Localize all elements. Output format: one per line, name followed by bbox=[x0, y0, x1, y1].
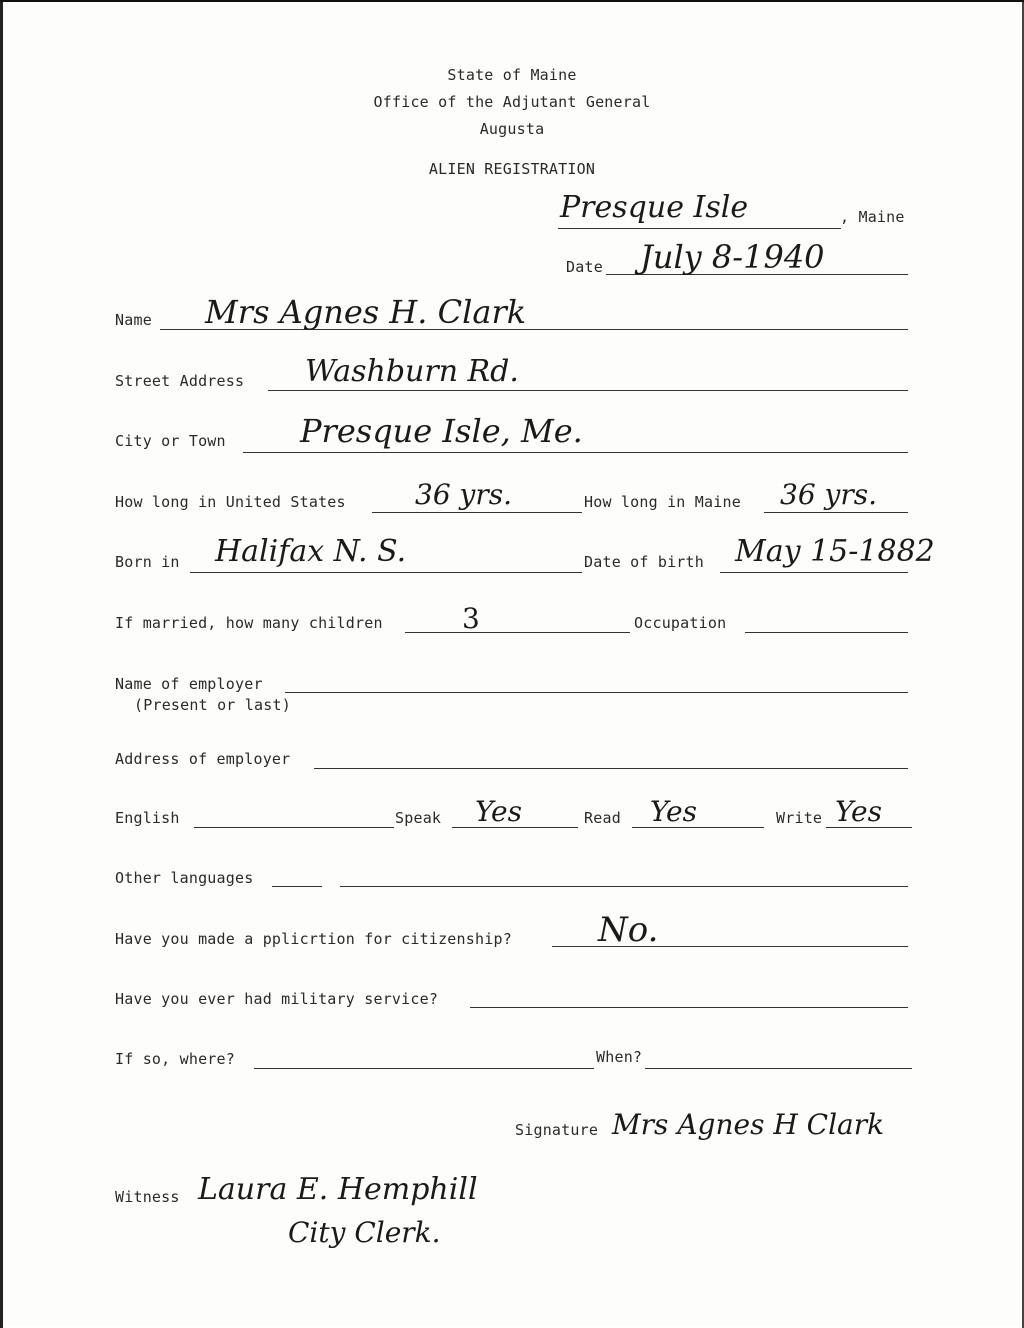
employer-label: Name of employer bbox=[115, 675, 263, 693]
english-label: English bbox=[115, 809, 180, 827]
street-line bbox=[268, 390, 908, 391]
signature-value: Mrs Agnes H Clark bbox=[612, 1108, 885, 1141]
city-line bbox=[243, 452, 908, 453]
witness-value: Laura E. Hemphill bbox=[198, 1172, 478, 1207]
date-label: Date bbox=[566, 258, 603, 276]
speak-label: Speak bbox=[395, 809, 442, 827]
us-duration-value: 36 yrs. bbox=[415, 478, 513, 511]
citizenship-value: No. bbox=[598, 910, 659, 950]
english-line bbox=[194, 827, 394, 828]
header-state: State of Maine bbox=[447, 66, 577, 84]
where-line bbox=[254, 1068, 594, 1069]
header-city: Augusta bbox=[479, 120, 545, 138]
employer-line bbox=[285, 692, 908, 693]
street-label: Street Address bbox=[115, 372, 245, 390]
maine-duration-label: How long in Maine bbox=[584, 493, 741, 511]
place-suffix: , Maine bbox=[840, 208, 905, 226]
city-value: Presque Isle, Me. bbox=[300, 412, 583, 450]
where-label: If so, where? bbox=[115, 1050, 235, 1068]
born-value: Halifax N. S. bbox=[215, 534, 407, 569]
speak-value: Yes bbox=[475, 795, 522, 828]
dob-line bbox=[720, 572, 908, 573]
write-value: Yes bbox=[835, 795, 882, 828]
military-line bbox=[470, 1007, 908, 1008]
us-duration-line bbox=[372, 512, 582, 513]
occupation-line bbox=[745, 632, 908, 633]
citizenship-label: Have you made a pplicrtion for citizenship? bbox=[115, 930, 512, 948]
other-languages-label: Other languages bbox=[115, 869, 254, 887]
date-value: July 8-1940 bbox=[640, 238, 825, 276]
witness-title: City Clerk. bbox=[288, 1216, 441, 1249]
write-label: Write bbox=[776, 809, 823, 827]
employer-address-line bbox=[314, 768, 908, 769]
children-value: 3 bbox=[462, 602, 480, 635]
city-label: City or Town bbox=[115, 432, 226, 450]
place-value: Presque Isle bbox=[560, 190, 749, 225]
form-title: ALIEN REGISTRATION bbox=[428, 160, 596, 178]
dob-value: May 15-1882 bbox=[735, 534, 935, 569]
dob-label: Date of birth bbox=[584, 553, 704, 571]
signature-label: Signature bbox=[515, 1121, 599, 1139]
us-duration-label: How long in United States bbox=[115, 493, 346, 511]
occupation-label: Occupation bbox=[634, 614, 727, 632]
born-label: Born in bbox=[115, 553, 180, 571]
other-languages-line-short bbox=[272, 886, 322, 887]
employer-address-label: Address of employer bbox=[115, 750, 291, 768]
military-label: Have you ever had military service? bbox=[115, 990, 439, 1008]
name-value: Mrs Agnes H. Clark bbox=[205, 293, 527, 331]
when-label: When? bbox=[596, 1048, 643, 1066]
header-office: Office of the Adjutant General bbox=[373, 93, 651, 111]
scan-edge-left bbox=[0, 2, 3, 1328]
maine-duration-value: 36 yrs. bbox=[780, 478, 878, 511]
children-label: If married, how many children bbox=[115, 614, 383, 632]
other-languages-line bbox=[340, 886, 908, 887]
name-label: Name bbox=[115, 311, 152, 329]
street-value: Washburn Rd. bbox=[305, 354, 519, 389]
born-line bbox=[190, 572, 582, 573]
witness-label: Witness bbox=[115, 1188, 180, 1206]
maine-duration-line bbox=[764, 512, 908, 513]
children-line bbox=[405, 632, 630, 633]
employer-sublabel: (Present or last) bbox=[134, 696, 291, 714]
place-line bbox=[558, 228, 841, 229]
read-value: Yes bbox=[650, 795, 697, 828]
read-label: Read bbox=[584, 809, 621, 827]
when-line bbox=[645, 1068, 912, 1069]
